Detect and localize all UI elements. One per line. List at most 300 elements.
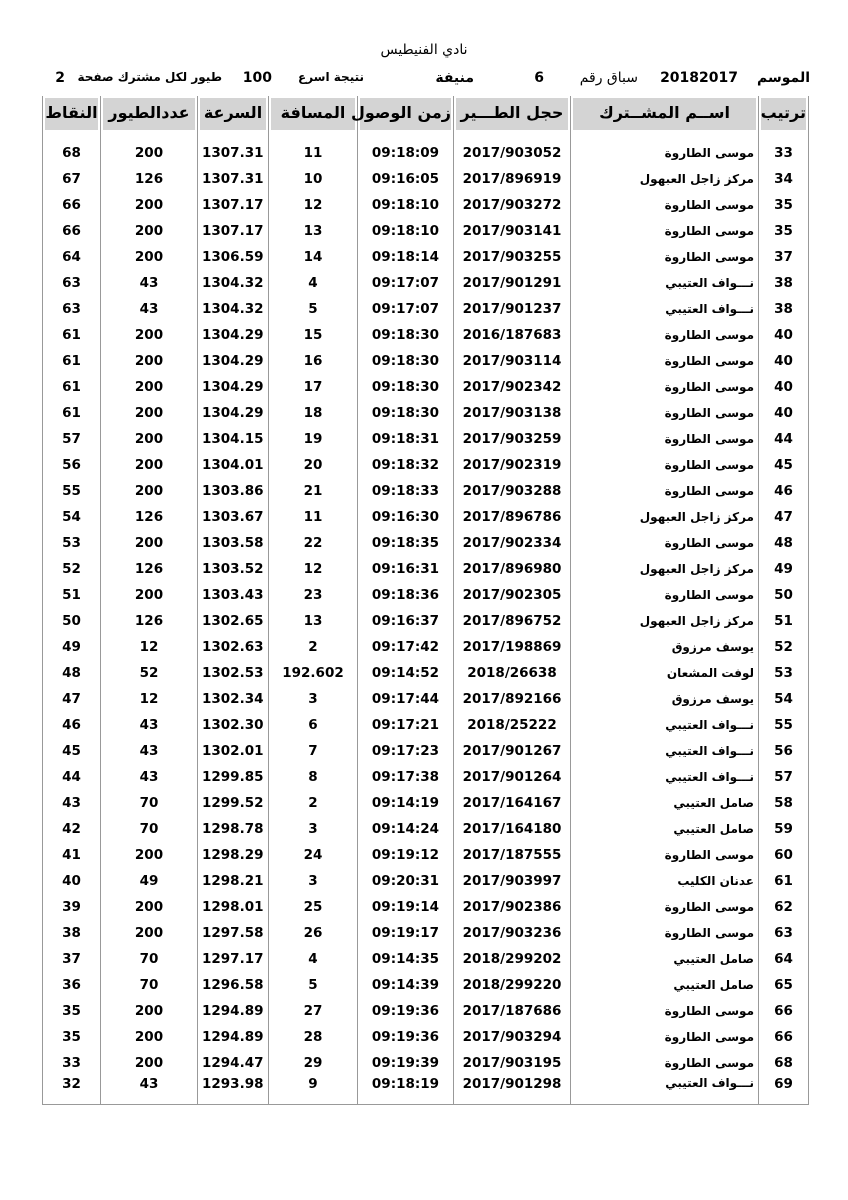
- speed-cell: 1303.43: [198, 582, 269, 608]
- distance-cell: 12: [269, 556, 358, 582]
- rank-cell: 46: [759, 478, 809, 504]
- distance-cell: 26: [269, 920, 358, 946]
- distance-cell: 5: [269, 972, 358, 998]
- birds-count-cell: 49: [101, 868, 198, 894]
- table-row: [43, 686, 809, 712]
- arrival-time-cell: 09:14:35: [358, 946, 454, 972]
- member-name-cell: نـــواف العتيبي: [571, 764, 759, 790]
- speed-cell: 1298.21: [198, 868, 269, 894]
- col-speed: السرعة: [198, 96, 269, 140]
- arrival-time-cell: 09:18:36: [358, 582, 454, 608]
- speed-cell: 1296.58: [198, 972, 269, 998]
- birds-count-cell: 12: [101, 686, 198, 712]
- table-row: [43, 426, 809, 452]
- member-name-cell: يوسف مرزوق: [571, 634, 759, 660]
- ring-cell: 2017/903236: [454, 920, 571, 946]
- table-row: [43, 192, 809, 218]
- member-name-cell: نـــواف العتيبي: [571, 1076, 759, 1105]
- arrival-time-cell: 09:18:32: [358, 452, 454, 478]
- rank-cell: 40: [759, 322, 809, 348]
- results-table: [42, 96, 809, 1105]
- ring-cell: 2017/164167: [454, 790, 571, 816]
- col-birds: عددالطيور: [101, 96, 198, 140]
- points-cell: 64: [43, 244, 101, 270]
- distance-cell: 7: [269, 738, 358, 764]
- ring-cell: 2017/902305: [454, 582, 571, 608]
- table-row: [43, 660, 809, 686]
- ring-cell: 2018/299202: [454, 946, 571, 972]
- member-name-cell: موسى الطاروة: [571, 894, 759, 920]
- distance-cell: 19: [269, 426, 358, 452]
- race-info-bar: [40, 70, 810, 90]
- ring-cell: 2018/299220: [454, 972, 571, 998]
- points-cell: 43: [43, 790, 101, 816]
- birds-count-cell: 200: [101, 842, 198, 868]
- birds-count-cell: 70: [101, 790, 198, 816]
- rank-cell: 45: [759, 452, 809, 478]
- ring-cell: 2017/896919: [454, 166, 571, 192]
- distance-cell: 2: [269, 790, 358, 816]
- member-name-cell: مركز زاجل العبهول: [571, 556, 759, 582]
- ring-cell: 2017/903997: [454, 868, 571, 894]
- birds-count-cell: 200: [101, 1050, 198, 1076]
- points-cell: 42: [43, 816, 101, 842]
- points-cell: 68: [43, 140, 101, 166]
- table-row: [43, 634, 809, 660]
- points-cell: 36: [43, 972, 101, 998]
- member-name-cell: موسى الطاروة: [571, 920, 759, 946]
- rank-cell: 56: [759, 738, 809, 764]
- points-cell: 46: [43, 712, 101, 738]
- points-cell: 39: [43, 894, 101, 920]
- arrival-time-cell: 09:19:12: [358, 842, 454, 868]
- speed-cell: 1303.52: [198, 556, 269, 582]
- rank-cell: 35: [759, 192, 809, 218]
- rank-cell: 44: [759, 426, 809, 452]
- member-name-cell: موسى الطاروة: [571, 374, 759, 400]
- arrival-time-cell: 09:17:23: [358, 738, 454, 764]
- rank-cell: 60: [759, 842, 809, 868]
- birds-count-cell: 70: [101, 972, 198, 998]
- distance-cell: 11: [269, 140, 358, 166]
- speed-cell: 1304.32: [198, 270, 269, 296]
- distance-cell: 3: [269, 686, 358, 712]
- race-location: منيفة: [435, 70, 474, 86]
- table-row: [43, 998, 809, 1024]
- member-name-cell: عدنان الكليب: [571, 868, 759, 894]
- distance-cell: 29: [269, 1050, 358, 1076]
- points-cell: 63: [43, 270, 101, 296]
- rank-cell: 55: [759, 712, 809, 738]
- race-label: سباق رقم: [579, 70, 638, 86]
- points-cell: 55: [43, 478, 101, 504]
- distance-cell: 3: [269, 816, 358, 842]
- table-row: [43, 712, 809, 738]
- table-row: [43, 920, 809, 946]
- table-row: [43, 790, 809, 816]
- arrival-time-cell: 09:18:30: [358, 400, 454, 426]
- rank-cell: 50: [759, 582, 809, 608]
- birds-count-cell: 43: [101, 764, 198, 790]
- table-row: [43, 374, 809, 400]
- birds-count-cell: 200: [101, 998, 198, 1024]
- arrival-time-cell: 09:17:07: [358, 296, 454, 322]
- distance-cell: 28: [269, 1024, 358, 1050]
- birds-count-cell: 12: [101, 634, 198, 660]
- speed-cell: 1302.01: [198, 738, 269, 764]
- ring-cell: 2017/903259: [454, 426, 571, 452]
- points-cell: 51: [43, 582, 101, 608]
- speed-cell: 1302.53: [198, 660, 269, 686]
- points-cell: 32: [43, 1076, 101, 1105]
- distance-cell: 9: [269, 1076, 358, 1105]
- birds-count-cell: 70: [101, 946, 198, 972]
- speed-cell: 1297.58: [198, 920, 269, 946]
- speed-cell: 1303.58: [198, 530, 269, 556]
- arrival-time-cell: 09:14:52: [358, 660, 454, 686]
- table-header-row: [43, 96, 809, 140]
- ring-cell: 2017/896980: [454, 556, 571, 582]
- points-cell: 37: [43, 946, 101, 972]
- arrival-time-cell: 09:19:17: [358, 920, 454, 946]
- birds-count-cell: 200: [101, 244, 198, 270]
- ring-cell: 2016/187683: [454, 322, 571, 348]
- distance-cell: 21: [269, 478, 358, 504]
- arrival-time-cell: 09:17:38: [358, 764, 454, 790]
- table-row: [43, 478, 809, 504]
- speed-cell: 1304.32: [198, 296, 269, 322]
- table-row: [43, 816, 809, 842]
- ring-cell: 2017/903288: [454, 478, 571, 504]
- distance-cell: 13: [269, 608, 358, 634]
- rank-cell: 57: [759, 764, 809, 790]
- points-cell: 45: [43, 738, 101, 764]
- table-row: [43, 530, 809, 556]
- table-row: [43, 270, 809, 296]
- speed-cell: 1298.29: [198, 842, 269, 868]
- speed-cell: 1294.47: [198, 1050, 269, 1076]
- rank-cell: 65: [759, 972, 809, 998]
- birds-count-cell: 126: [101, 166, 198, 192]
- member-name-cell: مركز زاجل العبهول: [571, 166, 759, 192]
- rank-cell: 38: [759, 270, 809, 296]
- points-cell: 38: [43, 920, 101, 946]
- distance-cell: 11: [269, 504, 358, 530]
- birds-count-cell: 200: [101, 140, 198, 166]
- distance-cell: 25: [269, 894, 358, 920]
- member-name-cell: موسى الطاروة: [571, 998, 759, 1024]
- ring-cell: 2017/903255: [454, 244, 571, 270]
- birds-count-cell: 200: [101, 582, 198, 608]
- birds-count-cell: 200: [101, 322, 198, 348]
- fastest-label: نتيجة اسرع: [298, 70, 364, 84]
- arrival-time-cell: 09:17:21: [358, 712, 454, 738]
- table-row: [43, 556, 809, 582]
- rank-cell: 68: [759, 1050, 809, 1076]
- distance-cell: 5: [269, 296, 358, 322]
- member-name-cell: موسى الطاروة: [571, 478, 759, 504]
- speed-cell: 1302.65: [198, 608, 269, 634]
- arrival-time-cell: 09:18:14: [358, 244, 454, 270]
- birds-count-cell: 200: [101, 920, 198, 946]
- table-row: [43, 348, 809, 374]
- rank-cell: 38: [759, 296, 809, 322]
- rank-cell: 40: [759, 348, 809, 374]
- arrival-time-cell: 09:14:39: [358, 972, 454, 998]
- rank-cell: 59: [759, 816, 809, 842]
- distance-cell: 24: [269, 842, 358, 868]
- table-row: [43, 946, 809, 972]
- speed-cell: 1302.30: [198, 712, 269, 738]
- ring-cell: 2017/902334: [454, 530, 571, 556]
- table-row: [43, 244, 809, 270]
- distance-cell: 17: [269, 374, 358, 400]
- distance-cell: 8: [269, 764, 358, 790]
- table-row: [43, 738, 809, 764]
- points-cell: 47: [43, 686, 101, 712]
- points-cell: 49: [43, 634, 101, 660]
- table-row: [43, 868, 809, 894]
- birds-count-cell: 43: [101, 1076, 198, 1105]
- distance-cell: 6: [269, 712, 358, 738]
- speed-cell: 1304.15: [198, 426, 269, 452]
- table-row: [43, 400, 809, 426]
- per-member-label: طيور لكل مشترك صفحة: [77, 70, 222, 84]
- rank-cell: 34: [759, 166, 809, 192]
- birds-count-cell: 200: [101, 452, 198, 478]
- table-row: [43, 1076, 809, 1105]
- arrival-time-cell: 09:18:09: [358, 140, 454, 166]
- birds-count-cell: 43: [101, 712, 198, 738]
- member-name-cell: موسى الطاروة: [571, 582, 759, 608]
- points-cell: 53: [43, 530, 101, 556]
- speed-cell: 1294.89: [198, 998, 269, 1024]
- birds-count-cell: 126: [101, 556, 198, 582]
- member-name-cell: صامل العتيبي: [571, 946, 759, 972]
- speed-cell: 1299.85: [198, 764, 269, 790]
- points-cell: 35: [43, 998, 101, 1024]
- member-name-cell: موسى الطاروة: [571, 426, 759, 452]
- birds-count-cell: 200: [101, 400, 198, 426]
- member-name-cell: صامل العتيبي: [571, 790, 759, 816]
- rank-cell: 35: [759, 218, 809, 244]
- speed-cell: 1304.29: [198, 400, 269, 426]
- member-name-cell: موسى الطاروة: [571, 244, 759, 270]
- points-cell: 63: [43, 296, 101, 322]
- rank-cell: 69: [759, 1076, 809, 1105]
- member-name-cell: يوسف مرزوق: [571, 686, 759, 712]
- distance-cell: 2: [269, 634, 358, 660]
- birds-count-cell: 200: [101, 218, 198, 244]
- distance-cell: 22: [269, 530, 358, 556]
- col-rank: ترتيب: [759, 96, 809, 140]
- speed-cell: 1293.98: [198, 1076, 269, 1105]
- ring-cell: 2017/903294: [454, 1024, 571, 1050]
- speed-cell: 1297.17: [198, 946, 269, 972]
- birds-count-cell: 200: [101, 192, 198, 218]
- member-name-cell: موسى الطاروة: [571, 348, 759, 374]
- club-title: نادي الفنيطيس: [380, 42, 468, 58]
- birds-count-cell: 200: [101, 530, 198, 556]
- speed-cell: 1307.17: [198, 192, 269, 218]
- member-name-cell: موسى الطاروة: [571, 218, 759, 244]
- table-row: [43, 452, 809, 478]
- member-name-cell: مركز زاجل العبهول: [571, 504, 759, 530]
- speed-cell: 1304.29: [198, 348, 269, 374]
- ring-cell: 2017/901237: [454, 296, 571, 322]
- distance-cell: 3: [269, 868, 358, 894]
- rank-cell: 48: [759, 530, 809, 556]
- arrival-time-cell: 09:17:44: [358, 686, 454, 712]
- ring-cell: 2017/901267: [454, 738, 571, 764]
- points-cell: 61: [43, 348, 101, 374]
- points-cell: 44: [43, 764, 101, 790]
- rank-cell: 63: [759, 920, 809, 946]
- birds-count-cell: 200: [101, 426, 198, 452]
- birds-count-cell: 200: [101, 478, 198, 504]
- ring-cell: 2017/896752: [454, 608, 571, 634]
- speed-cell: 1307.31: [198, 166, 269, 192]
- distance-cell: 13: [269, 218, 358, 244]
- page-number: 2: [55, 70, 65, 86]
- points-cell: 50: [43, 608, 101, 634]
- arrival-time-cell: 09:17:42: [358, 634, 454, 660]
- speed-cell: 1302.34: [198, 686, 269, 712]
- table-row: [43, 582, 809, 608]
- arrival-time-cell: 09:16:31: [358, 556, 454, 582]
- ring-cell: 2017/903114: [454, 348, 571, 374]
- distance-cell: 20: [269, 452, 358, 478]
- distance-cell: 15: [269, 322, 358, 348]
- points-cell: 61: [43, 374, 101, 400]
- rank-cell: 62: [759, 894, 809, 920]
- table-row: [43, 842, 809, 868]
- ring-cell: 2017/901264: [454, 764, 571, 790]
- table-row: [43, 218, 809, 244]
- birds-count-cell: 200: [101, 894, 198, 920]
- distance-cell: 192.602: [269, 660, 358, 686]
- season-label: الموسم: [757, 70, 810, 86]
- points-cell: 52: [43, 556, 101, 582]
- arrival-time-cell: 09:18:35: [358, 530, 454, 556]
- table-row: [43, 764, 809, 790]
- arrival-time-cell: 09:18:30: [358, 348, 454, 374]
- arrival-time-cell: 09:18:10: [358, 192, 454, 218]
- ring-cell: 2017/903272: [454, 192, 571, 218]
- rank-cell: 54: [759, 686, 809, 712]
- speed-cell: 1299.52: [198, 790, 269, 816]
- rank-cell: 37: [759, 244, 809, 270]
- arrival-time-cell: 09:18:30: [358, 322, 454, 348]
- rank-cell: 52: [759, 634, 809, 660]
- race-number: 6: [534, 70, 544, 86]
- arrival-time-cell: 09:18:10: [358, 218, 454, 244]
- points-cell: 54: [43, 504, 101, 530]
- member-name-cell: نـــواف العتيبي: [571, 270, 759, 296]
- ring-cell: 2017/198869: [454, 634, 571, 660]
- ring-cell: 2017/896786: [454, 504, 571, 530]
- arrival-time-cell: 09:16:30: [358, 504, 454, 530]
- ring-cell: 2018/25222: [454, 712, 571, 738]
- member-name-cell: موسى الطاروة: [571, 452, 759, 478]
- birds-count-cell: 52: [101, 660, 198, 686]
- arrival-time-cell: 09:17:07: [358, 270, 454, 296]
- distance-cell: 4: [269, 270, 358, 296]
- ring-cell: 2017/903138: [454, 400, 571, 426]
- member-name-cell: صامل العتيبي: [571, 972, 759, 998]
- arrival-time-cell: 09:19:36: [358, 1024, 454, 1050]
- distance-cell: 14: [269, 244, 358, 270]
- table-row: [43, 1024, 809, 1050]
- ring-cell: 2017/903141: [454, 218, 571, 244]
- birds-count-cell: 43: [101, 296, 198, 322]
- speed-cell: 1303.86: [198, 478, 269, 504]
- points-cell: 67: [43, 166, 101, 192]
- member-name-cell: موسى الطاروة: [571, 1050, 759, 1076]
- points-cell: 61: [43, 322, 101, 348]
- birds-count-cell: 200: [101, 374, 198, 400]
- arrival-time-cell: 09:18:30: [358, 374, 454, 400]
- speed-cell: 1307.17: [198, 218, 269, 244]
- rank-cell: 33: [759, 140, 809, 166]
- rank-cell: 58: [759, 790, 809, 816]
- speed-cell: 1302.63: [198, 634, 269, 660]
- member-name-cell: موسى الطاروة: [571, 530, 759, 556]
- ring-cell: 2017/902342: [454, 374, 571, 400]
- distance-cell: 23: [269, 582, 358, 608]
- table-row: [43, 140, 809, 166]
- birds-count-cell: 126: [101, 608, 198, 634]
- member-name-cell: لوفت المشعان: [571, 660, 759, 686]
- speed-cell: 1306.59: [198, 244, 269, 270]
- ring-cell: 2017/902386: [454, 894, 571, 920]
- points-cell: 48: [43, 660, 101, 686]
- member-name-cell: موسى الطاروة: [571, 322, 759, 348]
- rank-cell: 51: [759, 608, 809, 634]
- ring-cell: 2017/903052: [454, 140, 571, 166]
- fastest-count: 100: [242, 70, 272, 86]
- arrival-time-cell: 09:14:24: [358, 816, 454, 842]
- speed-cell: 1304.29: [198, 322, 269, 348]
- table-row: [43, 296, 809, 322]
- rank-cell: 40: [759, 374, 809, 400]
- rank-cell: 53: [759, 660, 809, 686]
- points-cell: 41: [43, 842, 101, 868]
- arrival-time-cell: 09:18:19: [358, 1076, 454, 1105]
- birds-count-cell: 126: [101, 504, 198, 530]
- points-cell: 40: [43, 868, 101, 894]
- speed-cell: 1298.01: [198, 894, 269, 920]
- points-cell: 61: [43, 400, 101, 426]
- col-ring: حجل الطـــير: [454, 96, 571, 140]
- points-cell: 66: [43, 192, 101, 218]
- rank-cell: 66: [759, 998, 809, 1024]
- speed-cell: 1303.67: [198, 504, 269, 530]
- col-arrival: زمن الوصول: [358, 96, 454, 140]
- rank-cell: 49: [759, 556, 809, 582]
- table-row: [43, 166, 809, 192]
- season-value: 20182017: [660, 70, 738, 86]
- points-cell: 33: [43, 1050, 101, 1076]
- birds-count-cell: 43: [101, 270, 198, 296]
- arrival-time-cell: 09:19:36: [358, 998, 454, 1024]
- arrival-time-cell: 09:19:39: [358, 1050, 454, 1076]
- points-cell: 66: [43, 218, 101, 244]
- ring-cell: 2017/164180: [454, 816, 571, 842]
- member-name-cell: موسى الطاروة: [571, 1024, 759, 1050]
- table-row: [43, 1050, 809, 1076]
- col-points: النقاط: [43, 96, 101, 140]
